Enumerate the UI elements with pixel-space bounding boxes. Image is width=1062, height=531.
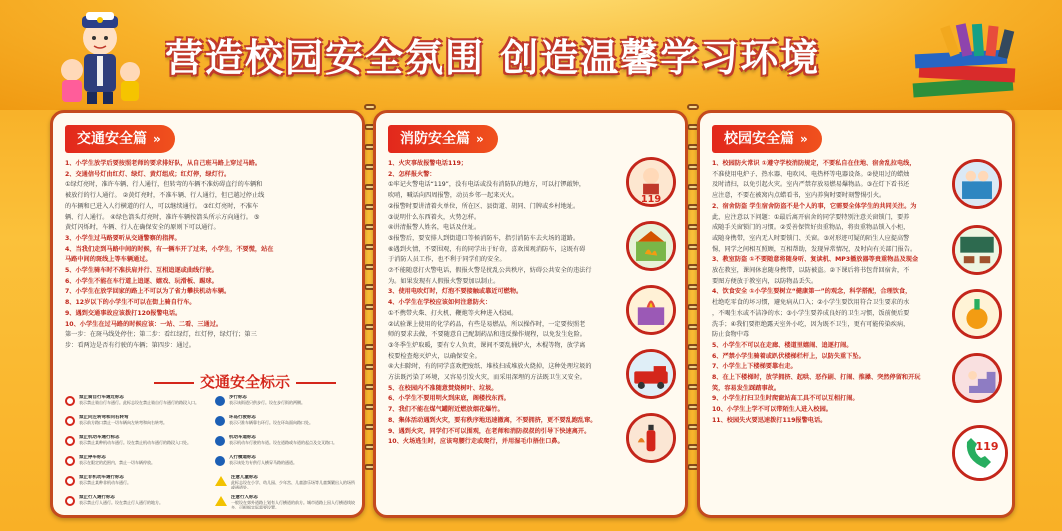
text-line: 马路中间的斑线上等车辆通过。 [65, 256, 152, 264]
badge-119-text: 119 [640, 194, 662, 204]
text-line: 8、12岁以下的小学生不可以在街上骑自行车。 [65, 299, 196, 307]
phone-119-illustration [952, 425, 1008, 481]
text-line: ④大扫除时，有的同学喜欢把废纸、堆枝扫成堆放火烧掉，这种处理垃圾的 [388, 363, 592, 371]
text-line: 6、小学生不要用明火到床底，阁楼找东西。 [388, 395, 510, 403]
text-line: 为。如果发现有人假报火警要加以制止。 [388, 277, 500, 285]
books-illustration [905, 22, 1025, 110]
traffic-sign-name: 禁止骑自行车通过标志 [79, 395, 124, 400]
traffic-sign-desc: 表示只准车辆靠右环行。设在环岛面向路口处。 [229, 420, 313, 425]
text-line: 于消防人员工作，也不利于同学们的安全。 [388, 256, 506, 264]
traffic-sign-name: 人行横道标志 [229, 455, 256, 460]
traffic-sign-icon [215, 456, 225, 466]
traffic-sign-desc: 表示禁止某种机动车通行。设在禁止机动车通行的路段入口处。 [79, 440, 191, 445]
text-line: 方法既污染了环境，又容易引发火灾，而采用深埋的方法既卫生又安全。 [388, 374, 586, 382]
traffic-sign-label [231, 475, 357, 489]
traffic-safety-tag: 交通安全篇 » [65, 125, 175, 153]
fire-extinguisher-illustration [626, 413, 676, 463]
traffic-sign-item [215, 435, 357, 449]
traffic-sign-item [215, 415, 357, 429]
text-line: 杜绝吃零食的坏习惯，避免病从口入；②小学生要饮用符合卫生要求的水 [712, 299, 910, 307]
traffic-sign-desc: 表示该街道只供步行。设在步行街的两侧。 [229, 400, 305, 405]
text-line: 4、当我们走到马路中间的时候，有一辆车开了过来，小学生，不要慌，站在 [65, 245, 274, 253]
text-line: 的车辆和已进入人行横道的行人，可以继续通行。 ③红灯亮时，不准车 [65, 202, 259, 210]
text-line: 1、校园防火常识 ①遵守学校消防规定，不要私自在住地、宿舍乱拉电线， [712, 160, 916, 167]
text-line: ③冬季生炉取暖，要有专人负责，课间不要乱捅炉火，木棍等物，放学离 [388, 341, 586, 349]
fire-scene-illustration [626, 285, 676, 335]
page-title: 营造校园安全氛围 创造温馨学习环境 [165, 36, 821, 80]
text-line: 2、交通信号灯由红灯、绿灯、黄灯组成；红灯停，绿灯行。 [65, 170, 231, 178]
traffic-sign-desc: 表示禁止骑自行车通行。此标志设在禁止骑自行车通行的路段入口。 [79, 400, 199, 405]
police-mascot-illustration [42, 8, 152, 108]
text-line: 笑，容易发生踩踏事故。 [712, 384, 781, 392]
traffic-sign-icon [65, 436, 75, 446]
text-line: ①绿灯亮时，准许车辆、行人通行，但转弯的车辆不准妨碍直行的车辆和 [65, 181, 263, 189]
text-line: 10、火场逃生时，应该弯腰行走或爬行，并用湿毛巾捂住口鼻。 [388, 438, 564, 446]
text-line: ，不喝生水或不洁净的水；③小学生要养成良好的卫生习惯，饭前便后要 [712, 309, 910, 317]
phone-119-text: 119 [975, 440, 999, 453]
fire-safety-text [388, 159, 620, 509]
traffic-sign-desc: 表示在限定的范围内，禁止一切车辆停放。 [79, 460, 155, 465]
traffic-sign-name: 环岛行驶标志 [229, 415, 256, 420]
text-line: 师的要求去做，不要随意自己配制药品和违反操作规程，以免发生危险。 [388, 331, 586, 339]
traffic-sign-item [65, 495, 207, 509]
text-line: 步：看两边是否有行驶的车辆；第四步：通过。 [65, 341, 195, 349]
traffic-sign-item [215, 475, 357, 489]
traffic-sign-label [79, 455, 155, 465]
text-line: 6、小学生不能在车行道上追逐、嬉戏、玩滑板、踢球。 [65, 277, 218, 285]
text-line: 1、火灾事故报警电话119； [388, 160, 468, 167]
text-line: 校要检查熄灭炉火，以确保安全。 [388, 352, 481, 360]
traffic-sign-desc: 表示该处为专供行人横穿马路的通道。 [229, 460, 297, 465]
text-line: 辆、行人通行。 ④绿色箭头灯亮时，准许车辆按箭头所示方向通行。 ⑤ [65, 213, 260, 221]
text-line: 2、宿舍防盗 学生宿舍防盗不是个人的事，它需要全体学生的共同关注。为 [712, 202, 917, 210]
text-line: ⑥遇到火情，不要围观，有的同学出于好奇，喜欢围观消防车，这既有碍 [388, 245, 586, 253]
text-line: 被放行的行人通行。 ②黄灯亮时，不准车辆、行人通行，但已越过停止线 [65, 192, 265, 200]
text-line: 不准使用电炉子、热水器、电吹风、电热杯等电器设备。②使用过的蜡烛 [712, 170, 910, 178]
text-line: 洗手；④我们要拒绝露天室外小吃，因为既不卫生，更有可能传染疾病， [712, 320, 910, 328]
text-line: 放在教室，课间休息随身携带，以防被盗。②下课后将书包背回宿舍，不 [712, 267, 910, 275]
traffic-sign-name: 步行标志 [229, 395, 247, 400]
text-line: 5、小学生不可以在走廊、楼道里嬉闹、追逐打闹。 [712, 341, 853, 349]
text-line: 5、在校园内不准随意焚烧树叶、垃圾。 [388, 384, 498, 392]
text-line: 7、我们不能在煤气罐附近燃放烟花爆竹。 [388, 406, 504, 414]
traffic-sign-label [229, 455, 297, 465]
traffic-sign-label [79, 475, 131, 485]
traffic-sign-label [229, 435, 337, 445]
food-safety-illustration [952, 289, 1002, 339]
text-line: ⑦不能随意打火警电话，假报火警是扰乱公共秩序，妨碍公共安全的违法行 [388, 267, 592, 275]
campus-safety-tag: 校园安全篇 » [712, 125, 822, 153]
text-line: 第一步：在斑马线处停住；第二步：看红绿灯，红灯停，绿灯行；第三 [65, 331, 257, 339]
fire-truck-illustration [626, 349, 676, 399]
traffic-sign-item [215, 455, 357, 469]
text-line: 吹哨，喊话向四周报警，动员乡邻一起来灭火。 [388, 192, 518, 200]
traffic-sign-name: 禁止行人通行标志 [79, 495, 115, 500]
text-line: ③说明什么东西着火，火势怎样。 [388, 213, 481, 221]
traffic-sign-desc: 一般设在郊外道路上划有人行横道的前方。城市道路上因人行横道线较多，可根据实际需要设置。 [231, 500, 355, 509]
campus-safety-text [712, 159, 942, 509]
text-line: 10、小学生在过马路的时候应该：一站、二看、三通过。 [65, 320, 223, 328]
traffic-sign-icon [65, 456, 75, 466]
text-line: ⑤报警后，要安排人到街道口等候消防车，指引消防车去火场的道路。 [388, 234, 580, 242]
fire-escape-illustration [626, 221, 676, 271]
traffic-sign-icon [215, 476, 227, 486]
chevron-right-icon: » [153, 132, 161, 146]
traffic-sign-name: 注意儿童标志 [231, 475, 258, 480]
traffic-signs-grid [65, 395, 357, 513]
traffic-sign-name: 机动车道标志 [229, 435, 256, 440]
text-line: ②报警时要讲清着火单位，所在区、县街道、胡同、门牌或乡村地址。 [388, 202, 580, 210]
traffic-sign-icon [65, 396, 75, 406]
text-line: 6、严禁小学生骑着或趴伏楼梯栏杆上，以防失重下坠。 [712, 352, 865, 360]
traffic-sign-desc: 表示禁止行人通行。设在禁止行人通行的地方。 [79, 500, 163, 505]
traffic-safety-text [65, 159, 357, 367]
fire-safety-panel [373, 110, 688, 518]
text-line: 11、校园失火要迅速拨打119报警电话。 [712, 416, 827, 424]
text-line: 惕，同学之间相互照顾，互相帮助，发现异常情况，及时向有关部门报告。 [712, 245, 917, 253]
traffic-sign-icon [65, 476, 75, 486]
text-line: 要图方便放于教室内，以防物品丢失。 [712, 277, 818, 285]
stairs-safety-illustration [952, 353, 1002, 403]
campus-safety-panel [697, 110, 1015, 518]
text-line: 防止食物中毒 [712, 331, 750, 339]
text-line: 1、小学生放学后要按照老师的要求排好队，从自己班马路上穿过马路。 [65, 160, 262, 167]
traffic-sign-label [79, 495, 163, 505]
text-line: 5、小学生骑车时不准扶肩并行、互相追逐或曲线行驶。 [65, 267, 218, 275]
traffic-sign-label [229, 395, 305, 405]
text-line: 7、小学生上下楼梯要靠右走。 [712, 363, 797, 371]
traffic-sign-item [65, 475, 207, 489]
traffic-signs-title: 交通安全标示 [148, 371, 342, 392]
text-line: 8、集体活动遇到火灾，要有秩序地迅速撤离，不要拥挤，更不要乱跑乱窜。 [388, 416, 597, 424]
text-line: 黄灯闪烁时，车辆、行人在确保安全的原则下可以通行。 [65, 224, 220, 232]
text-line: 成随手关窗锁门的习惯。②妥善保管好贵重物品，将贵重物品锁入小柜， [712, 224, 910, 232]
fire-safety-tag: 消防安全篇 » [388, 125, 498, 153]
text-line: 9、遇到交通事故应该拨打120报警电话。 [65, 309, 182, 317]
traffic-sign-item [215, 495, 357, 509]
traffic-sign-item [65, 395, 207, 409]
traffic-sign-label [79, 435, 191, 445]
text-line: 应注意，不要在被窝内点蜡看书，室内养狗时要时刻警惕引火。 [712, 192, 886, 200]
text-line: 2、怎样报火警： [388, 170, 436, 178]
traffic-safety-panel [50, 110, 365, 518]
text-line: 此，应注意以下问题：①最后离开宿舍的同学要特别注意关窗锁门，要养 [712, 213, 910, 221]
classroom-illustration [952, 225, 1002, 275]
dorm-safety-illustration [952, 159, 1002, 209]
traffic-sign-name: 禁止向左转弯和向右转弯 [79, 415, 129, 420]
chevron-right-icon: » [476, 132, 484, 146]
text-line: 及时清扫，以免引起火灾。室内严禁存放易燃易爆物品。③在灯下看书还 [712, 181, 910, 189]
text-line: 3、使用电吹灯时，灯泡不要接触或靠近可燃物。 [388, 288, 523, 296]
traffic-sign-item [65, 415, 207, 429]
traffic-sign-item [65, 435, 207, 449]
traffic-sign-icon [215, 396, 225, 406]
text-line: 3、教室防盗 ①不要随意将随身听、复读机、MP3播放器等贵重物品及现金 [712, 256, 919, 264]
traffic-sign-label [79, 415, 167, 425]
text-line: 3、小学生过马路要听从交通警察的指挥。 [65, 234, 181, 242]
traffic-sign-name: 禁止停车标志 [79, 455, 106, 460]
text-line: 9、遇到火灾，同学们不可以围观，在老师和消防叔叔的引导下快速离开。 [388, 427, 591, 435]
traffic-sign-icon [215, 496, 227, 506]
text-line: ①牢记火警电话“119”，没有电话或没有消防队的地方，可以打锣敲钟， [388, 181, 586, 189]
traffic-sign-item [65, 455, 207, 469]
traffic-sign-name: 注意行人标志 [231, 495, 258, 500]
text-line: 4、小学生在学校应该如何注意防火： [388, 299, 492, 307]
traffic-sign-desc: 此标志设在小学、幼儿园、少年宫、儿童游乐场等儿童频繁出入的场所或通道处。 [231, 480, 355, 489]
chevron-right-icon: » [800, 132, 808, 146]
traffic-sign-label [231, 495, 357, 509]
text-line: 4、饮食安全 ①小学生要树立“健康第一”的观念，科学搭配，合理饮食， [712, 288, 912, 296]
traffic-sign-icon [215, 416, 225, 426]
text-line: ②试验课上使用的化学药品，有些是易燃品，所以操作时，一定要按照老 [388, 320, 586, 328]
traffic-sign-name: 禁止机动车通行标志 [79, 435, 120, 440]
text-line: ④讲清报警人姓名，电话及住址。 [388, 224, 481, 232]
text-line: 10、小学生上学不可以带陌生人进入校园。 [712, 406, 832, 414]
traffic-sign-label [79, 395, 199, 405]
traffic-sign-icon [65, 496, 75, 506]
traffic-sign-icon [65, 416, 75, 426]
traffic-sign-desc: 表示机动车行驶的车道。设在道路或车道的起点及交叉路口。 [229, 440, 337, 445]
text-line: 9、小学生打扫卫生时爬窗站高工具不可以互相打闹。 [712, 395, 859, 403]
traffic-sign-icon [215, 436, 225, 446]
traffic-sign-label [229, 415, 313, 425]
text-line: 8、在上下楼梯时，放学拥挤、起哄、恶作剧、打闹、推搡、突然停留和开玩 [712, 374, 921, 382]
text-line: ①不携带火柴、打火机、鞭炮等火种进入校园。 [388, 309, 518, 317]
text-line: 7、小学生在放学回家的路上不可以为了省力攀扶机动车辆。 [65, 288, 231, 296]
traffic-sign-desc: 表示前方路口禁止一切车辆向左转弯和向右转弯。 [79, 420, 167, 425]
traffic-sign-item [215, 395, 357, 409]
traffic-sign-desc: 表示禁止某种非机动车通行。 [79, 480, 131, 485]
fire-119-illustration [626, 157, 676, 207]
text-line: 或随身携带，室内无人时要锁门、关窗。③对形迹可疑的陌生人应提高警 [712, 234, 910, 242]
traffic-sign-name: 禁止非机动车通行标志 [79, 475, 124, 480]
